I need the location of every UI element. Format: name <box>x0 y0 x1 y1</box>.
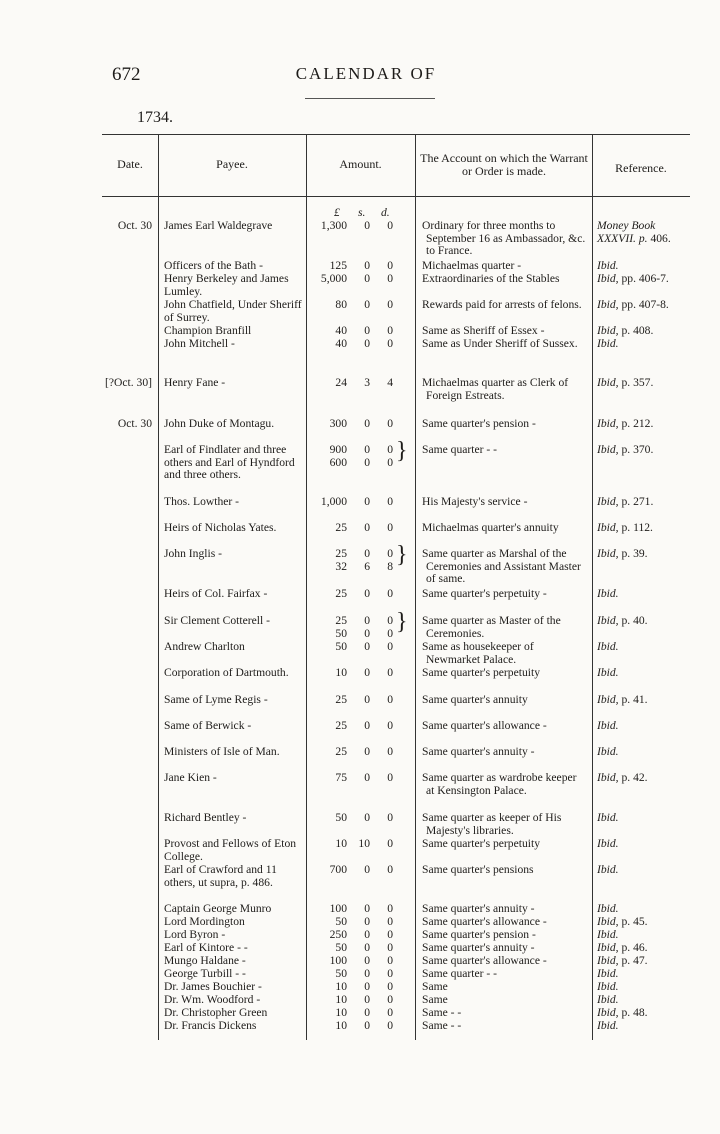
reference-source: Ibid. <box>597 811 619 824</box>
header-account: The Account on which the Warrant or Order is made. <box>420 151 588 178</box>
amount-pence: 0 <box>387 980 393 993</box>
payee-cell: Mungo Haldane - <box>164 954 246 967</box>
reference-page: p. 271. <box>621 495 654 508</box>
page-number: 672 <box>112 64 141 85</box>
reference-cell <box>597 273 685 286</box>
reference-cell <box>597 548 685 561</box>
amount-pounds: 10 <box>335 1019 347 1032</box>
reference-source: Ibid, <box>597 443 619 456</box>
amount-pounds: 32 <box>335 560 347 573</box>
account-cell: Same quarter's perpetuity - <box>422 587 547 600</box>
reference-cell <box>597 588 685 601</box>
account-cell: Same - - <box>422 1006 462 1019</box>
amount-shillings: 0 <box>364 941 370 954</box>
reference-cell <box>597 667 685 680</box>
amount-pence: 0 <box>387 1019 393 1032</box>
amount-shillings: 0 <box>364 1006 370 1019</box>
reference-source: Ibid. <box>597 259 619 272</box>
amount-shillings: 10 <box>358 837 370 850</box>
payee-cell: Lord Mordington <box>164 915 245 928</box>
reference-cell <box>597 418 685 431</box>
account-cell: Michaelmas quarter as Clerk of Foreign Estreats. <box>422 376 569 402</box>
reference-source: Ibid. <box>597 993 619 1006</box>
reference-source: Ibid, <box>597 521 619 534</box>
amount-shillings: 0 <box>364 771 370 784</box>
reference-source: Ibid, <box>597 614 619 627</box>
amount-pounds: 50 <box>335 627 347 640</box>
amount-pounds: 5,000 <box>320 272 347 285</box>
payee-cell: Earl of Findlater and three others and Earl of Hyndford and three others. <box>164 443 295 482</box>
account-cell: Ordinary for three months to September 16 as Ambassador, &c. to France. <box>422 219 586 258</box>
amount-pounds: 25 <box>335 521 347 534</box>
reference-page: p. 370. <box>621 443 654 456</box>
amount-pounds: 10 <box>335 837 347 850</box>
reference-cell <box>597 720 685 733</box>
reference-cell <box>597 955 685 968</box>
amount-shillings: 0 <box>364 863 370 876</box>
payee-cell: George Turbill - - <box>164 967 246 980</box>
reference-cell <box>597 864 685 877</box>
payee-cell: Dr. James Bouchier - <box>164 980 262 993</box>
reference-cell <box>597 1020 685 1033</box>
account-cell: Same as Under Sheriff of Sussex. <box>422 337 578 350</box>
amount-pounds: 50 <box>335 915 347 928</box>
amount-pence: 0 <box>387 521 393 534</box>
amount-pounds: 900 <box>329 443 347 456</box>
amount-pounds: 40 <box>335 337 347 350</box>
payee-cell: Sir Clement Cotterell - <box>164 614 270 627</box>
payee-cell: Earl of Kintore - - <box>164 941 248 954</box>
account-cell: Same quarter as wardrobe keeper at Kensington Palace. <box>422 771 577 797</box>
amount-pence: 0 <box>387 915 393 928</box>
payee-cell: Henry Fane - <box>164 376 226 389</box>
amount-pence: 0 <box>387 443 393 456</box>
account-cell: Rewards paid for arrests of felons. <box>422 298 582 311</box>
date-cell: Oct. 30 <box>117 417 152 430</box>
account-cell: Same quarter's pension - <box>422 417 536 430</box>
account-cell: Same quarter's perpetuity <box>422 666 540 679</box>
amount-pence: 0 <box>387 640 393 653</box>
amount-shillings: 0 <box>364 967 370 980</box>
amount-shillings: 0 <box>364 272 370 285</box>
reference-cell <box>597 641 685 654</box>
payee-cell: Henry Berkeley and James Lumley. <box>164 272 289 298</box>
account-cell: Same quarter as keeper of His Majesty's libraries. <box>422 811 562 837</box>
payee-cell: Lord Byron - <box>164 928 226 941</box>
amount-shillings: 0 <box>364 547 370 560</box>
amount-pence: 0 <box>387 547 393 560</box>
year-heading: 1734. <box>137 109 173 126</box>
reference-source: Money Book XXXVII. p. <box>597 219 656 245</box>
payee-cell: Provost and Fellows of Eton College. <box>164 837 297 863</box>
amount-pence: 0 <box>387 863 393 876</box>
column-divider <box>592 134 593 1040</box>
payee-cell: Jane Kien - <box>164 771 217 784</box>
amount-pence: 0 <box>387 614 393 627</box>
amount-pence: 0 <box>387 993 393 1006</box>
amount-pence: 0 <box>387 298 393 311</box>
reference-cell <box>597 772 685 785</box>
reference-cell <box>597 325 685 338</box>
amount-pence: 0 <box>387 259 393 272</box>
amount-pounds: 10 <box>335 980 347 993</box>
unit-pence: d. <box>381 206 390 219</box>
amount-shillings: 0 <box>364 640 370 653</box>
account-cell: Same quarter's annuity <box>422 693 528 706</box>
amount-shillings: 0 <box>364 456 370 469</box>
reference-page: p. 39. <box>621 547 648 560</box>
account-cell: Same quarter's annuity - <box>422 902 535 915</box>
reference-source: Ibid, <box>597 376 619 389</box>
amount-pounds: 25 <box>335 719 347 732</box>
reference-source: Ibid, <box>597 915 619 928</box>
amount-shillings: 0 <box>364 980 370 993</box>
amount-shillings: 3 <box>364 376 370 389</box>
amount-pounds: 100 <box>329 954 347 967</box>
payee-cell: Heirs of Nicholas Yates. <box>164 521 277 534</box>
amount-pounds: 50 <box>335 811 347 824</box>
reference-cell <box>597 260 685 273</box>
reference-source: Ibid. <box>597 1019 619 1032</box>
reference-source: Ibid. <box>597 967 619 980</box>
table-top-rule <box>102 134 690 135</box>
account-cell: Same as Sheriff of Essex - <box>422 324 545 337</box>
reference-source: Ibid. <box>597 587 619 600</box>
amount-pence: 0 <box>387 1006 393 1019</box>
account-cell: His Majesty's service - <box>422 495 528 508</box>
amount-pence: 0 <box>387 745 393 758</box>
amount-pounds: 10 <box>335 993 347 1006</box>
amount-shillings: 0 <box>364 443 370 456</box>
reference-source: Ibid, <box>597 954 619 967</box>
amount-shillings: 0 <box>364 337 370 350</box>
reference-cell <box>597 694 685 707</box>
header-amount: Amount. <box>339 157 382 171</box>
amount-pounds: 25 <box>335 587 347 600</box>
reference-page: p. 42. <box>621 771 648 784</box>
payee-cell: John Mitchell - <box>164 337 235 350</box>
reference-source: Ibid. <box>597 640 619 653</box>
amount-pounds: 40 <box>335 324 347 337</box>
payee-cell: Corporation of Dartmouth. <box>164 666 289 679</box>
account-cell: Same quarter's allowance - <box>422 915 547 928</box>
amount-shillings: 0 <box>364 587 370 600</box>
payee-cell: Captain George Munro <box>164 902 272 915</box>
account-cell: Same quarter - - <box>422 967 498 980</box>
column-divider <box>158 134 159 1040</box>
title-rule <box>305 98 435 99</box>
payee-cell: Officers of the Bath - <box>164 259 263 272</box>
amount-pence: 0 <box>387 337 393 350</box>
reference-source: Ibid. <box>597 902 619 915</box>
account-cell: Same quarter - - <box>422 443 498 456</box>
payee-cell: Richard Bentley - <box>164 811 247 824</box>
account-cell: Same quarter's annuity - <box>422 745 535 758</box>
amount-pounds: 125 <box>329 259 347 272</box>
reference-page: pp. 407-8. <box>621 298 669 311</box>
amount-shillings: 0 <box>364 993 370 1006</box>
reference-cell <box>597 968 685 981</box>
header-reference: Reference. <box>615 161 667 175</box>
reference-cell <box>597 615 685 628</box>
account-cell: Same quarter as Master of the Ceremonies. <box>422 614 561 640</box>
reference-cell <box>597 338 685 351</box>
amount-shillings: 6 <box>364 560 370 573</box>
amount-pounds: 100 <box>329 902 347 915</box>
reference-cell <box>597 812 685 825</box>
reference-cell <box>597 496 685 509</box>
amount-pence: 0 <box>387 902 393 915</box>
brace: } <box>396 542 408 568</box>
reference-source: Ibid. <box>597 863 619 876</box>
reference-page: 406. <box>650 231 671 245</box>
reference-cell <box>597 522 685 535</box>
amount-pence: 0 <box>387 771 393 784</box>
account-cell: Michaelmas quarter's annuity <box>422 521 559 534</box>
amount-pence: 0 <box>387 219 393 232</box>
amount-shillings: 0 <box>364 219 370 232</box>
account-cell: Michaelmas quarter - <box>422 259 522 272</box>
amount-pounds: 50 <box>335 640 347 653</box>
reference-source: Ibid. <box>597 837 619 850</box>
unit-shillings: s. <box>358 206 366 219</box>
payee-cell: John Chatfield, Under Sheriff of Surrey. <box>164 298 302 324</box>
reference-cell <box>597 903 685 916</box>
column-divider <box>306 134 307 1040</box>
amount-shillings: 0 <box>364 1019 370 1032</box>
reference-cell <box>597 981 685 994</box>
amount-shillings: 0 <box>364 666 370 679</box>
amount-pounds: 25 <box>335 693 347 706</box>
amount-shillings: 0 <box>364 745 370 758</box>
reference-page: p. 112. <box>621 521 653 534</box>
amount-pounds: 250 <box>329 928 347 941</box>
reference-source: Ibid, <box>597 298 619 311</box>
account-cell: Same quarter's pension - <box>422 928 536 941</box>
amount-shillings: 0 <box>364 915 370 928</box>
amount-shillings: 0 <box>364 627 370 640</box>
brace: } <box>396 609 408 635</box>
payee-cell: John Inglis - <box>164 547 222 560</box>
reference-page: p. 408. <box>621 324 654 337</box>
reference-source: Ibid. <box>597 745 619 758</box>
reference-source: Ibid. <box>597 980 619 993</box>
date-cell: Oct. 30 <box>117 219 152 232</box>
reference-page: p. 357. <box>621 376 654 389</box>
amount-pence: 0 <box>387 928 393 941</box>
payee-cell: John Duke of Montagu. <box>164 417 275 430</box>
amount-pence: 0 <box>387 324 393 337</box>
amount-pence: 0 <box>387 417 393 430</box>
reference-page: p. 212. <box>621 417 654 430</box>
payee-cell: Andrew Charlton <box>164 640 245 653</box>
reference-source: Ibid. <box>597 337 619 350</box>
reference-page: p. 45. <box>621 915 648 928</box>
amount-pence: 0 <box>387 837 393 850</box>
amount-pence: 0 <box>387 811 393 824</box>
reference-page: p. 40. <box>621 614 648 627</box>
reference-source: Ibid, <box>597 417 619 430</box>
account-cell: Same <box>422 993 448 1006</box>
amount-pounds: 50 <box>335 967 347 980</box>
account-cell: Same - - <box>422 1019 462 1032</box>
amount-pounds: 10 <box>335 666 347 679</box>
amount-shillings: 0 <box>364 811 370 824</box>
reference-source: Ibid. <box>597 928 619 941</box>
amount-pence: 0 <box>387 587 393 600</box>
payee-cell: Dr. Wm. Woodford - <box>164 993 261 1006</box>
reference-cell <box>597 377 685 390</box>
reference-source: Ibid, <box>597 693 619 706</box>
running-title: CALENDAR OF <box>295 64 437 83</box>
amount-shillings: 0 <box>364 693 370 706</box>
reference-source: Ibid, <box>597 547 619 560</box>
payee-cell: Earl of Crawford and 11 others, ut supra, p. 486. <box>164 863 277 889</box>
amount-pounds: 25 <box>335 547 347 560</box>
amount-pence: 0 <box>387 941 393 954</box>
reference-cell <box>597 746 685 759</box>
amount-pounds: 10 <box>335 1006 347 1019</box>
payments-table <box>102 134 690 1040</box>
account-cell: Same quarter as Marshal of the Ceremonies and Assistant Master of same. <box>422 547 581 586</box>
reference-source: Ibid. <box>597 719 619 732</box>
reference-cell <box>597 444 685 457</box>
account-cell: Same quarter's annuity - <box>422 941 535 954</box>
reference-cell <box>597 838 685 851</box>
header-payee: Payee. <box>216 157 248 171</box>
amount-pence: 0 <box>387 666 393 679</box>
account-cell: Same quarter's perpetuity <box>422 837 540 850</box>
amount-shillings: 0 <box>364 259 370 272</box>
reference-page: p. 41. <box>621 693 648 706</box>
amount-pounds: 50 <box>335 941 347 954</box>
amount-pounds: 25 <box>335 614 347 627</box>
reference-cell <box>597 942 685 955</box>
payee-cell: Same of Lyme Regis - <box>164 693 268 706</box>
payee-cell: Champion Branfill <box>164 324 252 337</box>
amount-shillings: 0 <box>364 521 370 534</box>
amount-pounds: 600 <box>329 456 347 469</box>
payee-cell: Same of Berwick - <box>164 719 252 732</box>
amount-shillings: 0 <box>364 324 370 337</box>
amount-pence: 8 <box>387 560 393 573</box>
amount-pence: 0 <box>387 719 393 732</box>
amount-shillings: 0 <box>364 928 370 941</box>
reference-source: Ibid, <box>597 272 619 285</box>
reference-page: pp. 406-7. <box>621 272 669 285</box>
brace: } <box>396 438 408 464</box>
amount-pounds: 80 <box>335 298 347 311</box>
account-cell: Same quarter's allowance - <box>422 954 547 967</box>
reference-cell <box>597 994 685 1007</box>
header-date: Date. <box>117 157 143 171</box>
amount-pence: 0 <box>387 954 393 967</box>
amount-shillings: 0 <box>364 954 370 967</box>
amount-shillings: 0 <box>364 298 370 311</box>
amount-shillings: 0 <box>364 495 370 508</box>
amount-pounds: 1,000 <box>320 495 347 508</box>
amount-shillings: 0 <box>364 902 370 915</box>
reference-cell <box>597 916 685 929</box>
payee-cell: James Earl Waldegrave <box>164 219 273 232</box>
unit-pounds: £ <box>334 206 340 219</box>
reference-page: p. 48. <box>621 1006 648 1019</box>
payee-cell: Dr. Francis Dickens <box>164 1019 257 1032</box>
column-divider <box>415 134 416 1040</box>
amount-pounds: 700 <box>329 863 347 876</box>
account-cell: Same <box>422 980 448 993</box>
amount-pounds: 75 <box>335 771 347 784</box>
reference-cell <box>597 929 685 942</box>
amount-shillings: 0 <box>364 417 370 430</box>
amount-pounds: 300 <box>329 417 347 430</box>
reference-page: p. 47. <box>621 954 648 967</box>
account-cell: Same as housekeeper of Newmarket Palace. <box>422 640 534 666</box>
reference-source: Ibid, <box>597 771 619 784</box>
amount-pence: 4 <box>387 376 393 389</box>
reference-source: Ibid, <box>597 941 619 954</box>
reference-page: p. 46. <box>621 941 648 954</box>
amount-pounds: 25 <box>335 745 347 758</box>
reference-cell <box>597 1007 685 1020</box>
reference-source: Ibid, <box>597 495 619 508</box>
amount-pence: 0 <box>387 967 393 980</box>
amount-pence: 0 <box>387 272 393 285</box>
amount-pence: 0 <box>387 456 393 469</box>
amount-pounds: 24 <box>335 376 347 389</box>
reference-source: Ibid, <box>597 324 619 337</box>
amount-pence: 0 <box>387 495 393 508</box>
reference-cell <box>597 220 685 245</box>
account-cell: Same quarter's allowance - <box>422 719 547 732</box>
reference-cell <box>597 299 685 312</box>
payee-cell: Thos. Lowther - <box>164 495 240 508</box>
amount-shillings: 0 <box>364 719 370 732</box>
account-cell: Same quarter's pensions <box>422 863 534 876</box>
reference-source: Ibid. <box>597 666 619 679</box>
header-rule <box>102 196 690 197</box>
payee-cell: Dr. Christopher Green <box>164 1006 268 1019</box>
amount-pence: 0 <box>387 693 393 706</box>
date-cell: [?Oct. 30] <box>105 376 152 389</box>
account-cell: Extraordinaries of the Stables <box>422 272 560 285</box>
amount-pence: 0 <box>387 627 393 640</box>
amount-pounds: 1,300 <box>320 219 347 232</box>
reference-source: Ibid, <box>597 1006 619 1019</box>
payee-cell: Heirs of Col. Fairfax - <box>164 587 268 600</box>
payee-cell: Ministers of Isle of Man. <box>164 745 280 758</box>
amount-shillings: 0 <box>364 614 370 627</box>
